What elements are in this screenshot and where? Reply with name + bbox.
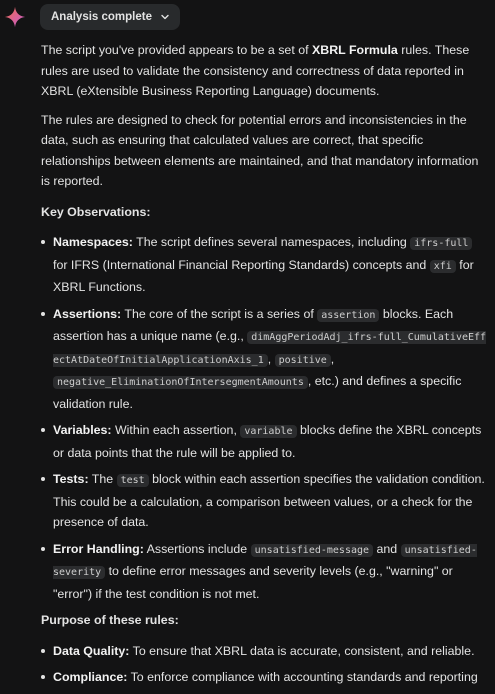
observations-list bbox=[41, 232, 487, 604]
code-span: variable bbox=[240, 425, 296, 438]
code-span: test bbox=[117, 474, 149, 487]
list-item: Error Handling: Assertions include unsatisfied-message and unsatisfied-severity to define error messages and severity levels (e.g., "warning" or "error") if the test condition is not met. bbox=[41, 539, 487, 605]
section-heading-observations: Key Observations: bbox=[41, 204, 151, 219]
code-span: ifrs-full bbox=[410, 237, 472, 250]
code-span: dimAggPeriodAdj_ifrs-full_CumulativeEffectAtDateOfInitialApplicationAxis_1 bbox=[53, 332, 487, 366]
intro-paragraph: The script you've provided appears to be a set of XBRL Formula rules. These rules are used to validate the consistency and correctness of data reported in XBRL (eXtensible Business Reporting Language) documents. bbox=[41, 43, 470, 98]
list-item: Data Quality: To ensure that XBRL data is accurate, consistent, and reliable. bbox=[41, 641, 487, 662]
code-span: positive bbox=[275, 354, 331, 367]
purpose-list bbox=[41, 641, 487, 688]
section-heading-purpose: Purpose of these rules: bbox=[41, 613, 179, 627]
code-span: assertion bbox=[317, 309, 379, 322]
list-item: Assertions: The core of the script is a series of assertion blocks. Each assertion has a unique name (e.g., dimAggPeriodAdj_ifrs-full_CumulativeEffectAtDateOfInitialApplicationAxis_1 , positive , negative_EliminationOfIntersegmentAmounts , etc.) and defines a specific validation rule. bbox=[41, 304, 487, 415]
code-span: xfi bbox=[430, 260, 456, 273]
code-span: negative_EliminationOfIntersegmentAmounts bbox=[53, 376, 308, 389]
code-span: unsatisfied-message bbox=[251, 544, 373, 557]
list-item: Namespaces: The script defines several namespaces, including ifrs-full for IFRS (International Financial Reporting Standards) concepts and xfi for XBRL Functions. bbox=[41, 232, 487, 298]
status-label: Analysis complete bbox=[51, 11, 152, 23]
analysis-status-toggle[interactable] bbox=[40, 4, 180, 30]
gemini-sparkle-icon bbox=[4, 6, 26, 28]
list-item: Tests: The test block within each assertion specifies the validation condition. This could be a calculation, a comparison between values, or a check for the presence of data. bbox=[41, 469, 487, 533]
response-body bbox=[41, 40, 487, 694]
code-span: unsatisfied-severity bbox=[53, 544, 477, 578]
list-item: Variables: Within each assertion, variable blocks define the XBRL concepts or data points that the rule will be applied to. bbox=[41, 420, 487, 463]
chevron-down-icon bbox=[160, 12, 170, 22]
list-item: Compliance: To enforce compliance with accounting standards and reporting bbox=[41, 667, 487, 688]
intro-paragraph-2: The rules are designed to check for potential errors and inconsistencies in the data, such as ensuring that calculated values are correct, that specific relationships between elements are maintained, and that mandatory information is reported. bbox=[41, 112, 479, 188]
